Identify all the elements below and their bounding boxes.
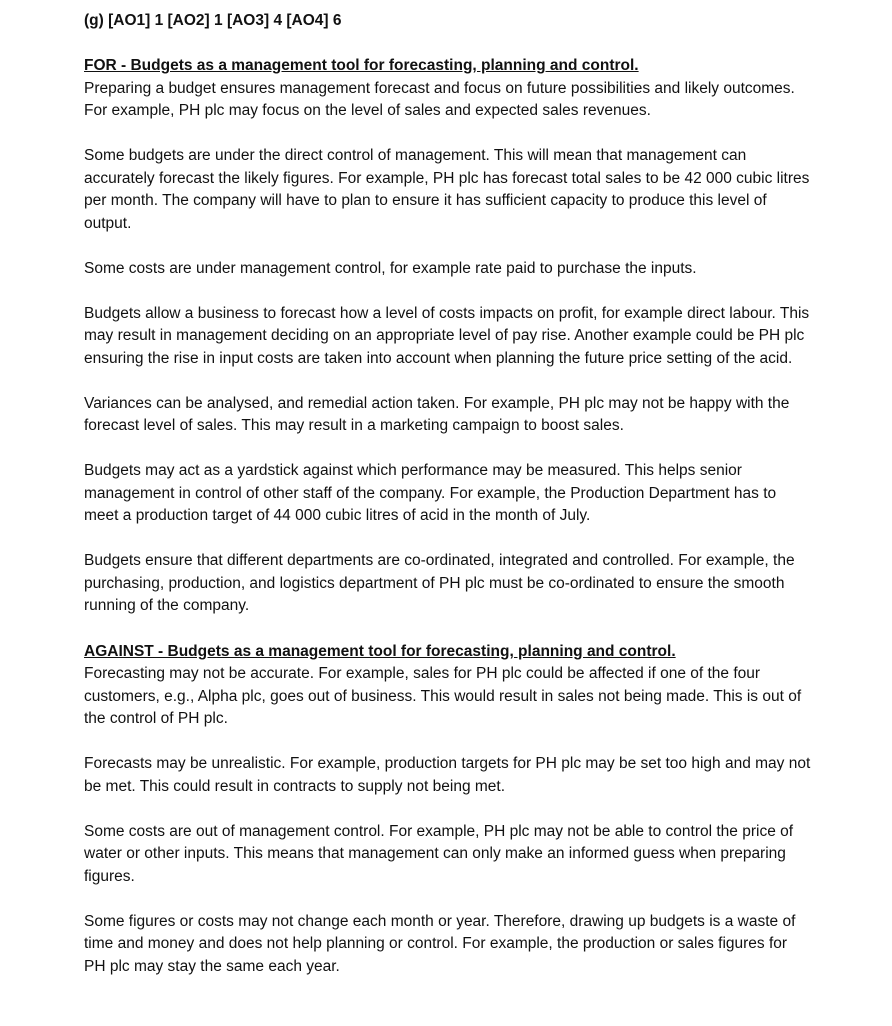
question-marks-header: (g) [AO1] 1 [AO2] 1 [AO3] 4 [AO4] 6 [84, 12, 342, 29]
against-heading: AGAINST - Budgets as a management tool for forecasting, planning and control. [84, 642, 676, 660]
for-heading: FOR - Budgets as a management tool for forecasting, planning and control. [84, 57, 639, 74]
against-paragraph: Some costs are out of management control. For example, PH plc may not be able to control the price of water or other inputs. This means that management can only make an informed guess when preparing figures. [84, 822, 794, 885]
for-paragraph: Budgets may act as a yardstick against which performance may be measured. This helps senior management in control of other staff of the company. For example, the Production Department has to meet a production target of 44 000 cubic litres of acid in the month of July. [84, 462, 777, 524]
for-paragraph: Some budgets are under the direct control of management. This will mean that management can accurately forecast the likely figures. For example, PH plc has forecast total sales to be 42 000 cubic litres per month. The company will have to plan to ensure it has sufficient capacity to produce this level of output. [84, 147, 810, 232]
for-paragraph: Budgets allow a business to forecast how a level of costs impacts on profit, for example direct labour. This may result in management deciding on an appropriate level of pay rise. Another example could be PH plc ensuring the rise in input costs are taken into account when planning the future price setting of the acid. [84, 304, 810, 367]
for-paragraph: Budgets ensure that different departments are co-ordinated, integrated and controlled. For example, the purchasing, production, and logistics department of PH plc must be co-ordinated to ensure the smooth running of the company. [84, 552, 795, 614]
for-paragraph: Some costs are under management control, for example rate paid to purchase the inputs. [84, 259, 697, 277]
for-paragraph: Variances can be analysed, and remedial action taken. For example, PH plc may not be happy with the forecast level of sales. This may result in a marketing campaign to boost sales. [84, 394, 790, 434]
against-paragraph: Some figures or costs may not change each month or year. Therefore, drawing up budgets is a waste of time and money and does not help planning or control. For example, the production or sales figures for PH plc may stay the same each year. [84, 912, 796, 975]
against-paragraph: Forecasting may not be accurate. For example, sales for PH plc could be affected if one of the four customers, e.g., Alpha plc, goes out of business. This would result in sales not being made. This is out of the control of PH plc. [84, 665, 802, 727]
for-paragraph: Preparing a budget ensures management forecast and focus on future possibilities and likely outcomes. For example, PH plc may focus on the level of sales and expected sales revenues. [84, 79, 795, 119]
against-paragraph: Forecasts may be unrealistic. For example, production targets for PH plc may be set too high and may not be met. This could result in contracts to supply not being met. [84, 755, 811, 795]
